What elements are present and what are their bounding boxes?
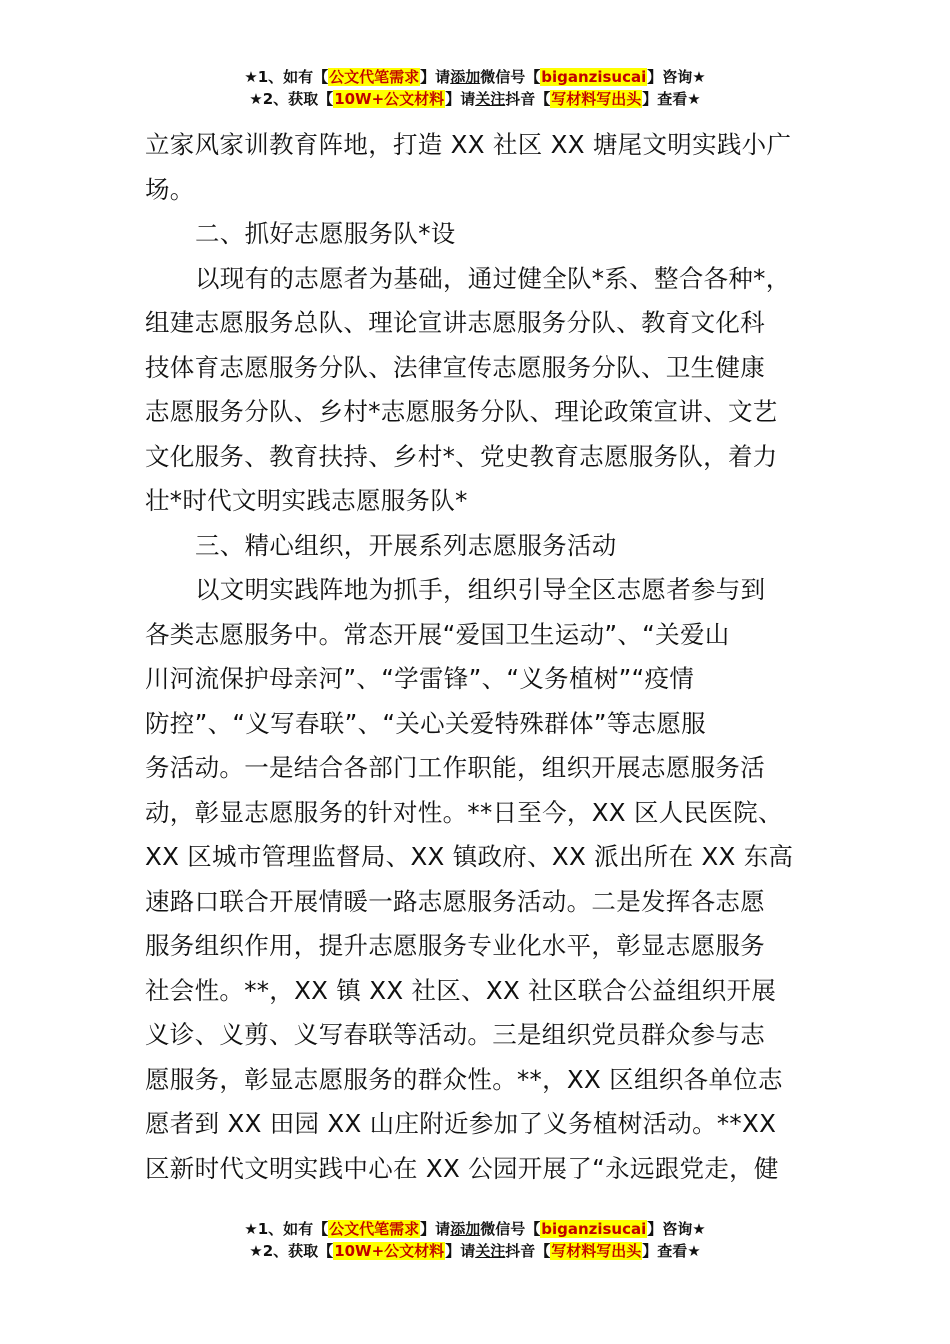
banner-text: 微信号【 xyxy=(480,68,541,86)
banner-highlight: 写材料写出头 xyxy=(551,90,642,108)
section-heading: 二、抓好志愿服务队*设 xyxy=(195,219,456,248)
body-line: 川河流保护母亲河”、“学雷锋”、“义务植树”“疫情 xyxy=(145,664,695,693)
banner-highlight: 10W+公文材料 xyxy=(334,1242,445,1260)
banner-text: 】请 xyxy=(445,90,476,108)
banner-text: 】请 xyxy=(420,1220,451,1238)
body-line: 社会性。**，XX 镇 XX 社区、XX 社区联合公益组织开展 xyxy=(145,975,777,1005)
banner-text: ★1、如有【 xyxy=(244,1220,329,1238)
document-body xyxy=(145,123,825,1191)
banner-line-1 xyxy=(0,66,950,88)
body-line: 以现有的志愿者为基础，通过健全队*系、整合各种*， xyxy=(195,263,791,293)
body-line: 以文明实践阵地为抓手，组织引导全区志愿者参与到 xyxy=(195,575,766,604)
banner-underlined: 添加 xyxy=(450,1220,481,1238)
banner-highlight: 公文代笔需求 xyxy=(329,68,420,86)
body-line: 文化服务、教育扶持、乡村*、党史教育志愿服务队，着力 xyxy=(145,441,778,471)
banner-highlight: biganzisucai xyxy=(541,68,647,86)
body-line: 志愿服务分队、乡村*志愿服务分队、理论政策宣讲、文艺 xyxy=(145,397,778,426)
body-line: 愿服务，彰显志愿服务的群众性。**，XX 区组织各单位志 xyxy=(145,1064,783,1094)
footer-banner xyxy=(0,1218,950,1262)
body-line: 义诊、义剪、义写春联等活动。三是组织党员群众参与志 xyxy=(145,1020,765,1049)
banner-text: 抖音【 xyxy=(505,1242,551,1260)
body-line: 防控”、“义写春联”、“关心关爱特殊群体”等志愿服 xyxy=(145,708,706,738)
banner-text: 微信号【 xyxy=(480,1220,541,1238)
banner-text: ★2、获取【 xyxy=(249,1242,334,1260)
body-line: 务活动。一是结合各部门工作职能，组织开展志愿服务活 xyxy=(145,753,765,782)
banner-underlined: 添加 xyxy=(450,68,481,86)
body-line: 壮*时代文明实践志愿服务队* xyxy=(145,486,468,515)
body-line: 各类志愿服务中。常态开展“爱国卫生运动”、“关爱山 xyxy=(145,619,730,649)
body-line: 组建志愿服务总队、理论宣讲志愿服务分队、教育文化科 xyxy=(145,308,765,337)
banner-line-2 xyxy=(0,88,950,110)
banner-text: 】查看★ xyxy=(642,90,701,108)
body-line: 场。 xyxy=(145,174,195,204)
banner-text: 】请 xyxy=(420,68,451,86)
banner-highlight: 公文代笔需求 xyxy=(329,1220,420,1238)
body-line: 立家风家训教育阵地，打造 XX 社区 XX 塘尾文明实践小广 xyxy=(145,130,792,159)
banner-text: 】咨询★ xyxy=(647,1220,706,1238)
body-line: XX 区城市管理监督局、XX 镇政府、XX 派出所在 XX 东高 xyxy=(145,842,794,871)
body-line: 愿者到 XX 田园 XX 山庄附近参加了义务植树活动。**XX xyxy=(145,1109,777,1138)
banner-highlight: biganzisucai xyxy=(541,1220,647,1238)
body-line: 速路口联合开展情暖一路志愿服务活动。二是发挥各志愿 xyxy=(145,886,765,916)
banner-text: 】查看★ xyxy=(642,1242,701,1260)
banner-underlined: 关注 xyxy=(475,90,506,108)
body-line: 区新时代文明实践中心在 XX 公园开展了“永远跟党走，健 xyxy=(145,1153,779,1183)
banner-highlight: 写材料写出头 xyxy=(551,1242,642,1260)
banner-text: 】请 xyxy=(445,1242,476,1260)
section-heading: 三、精心组织，开展系列志愿服务活动 xyxy=(195,530,617,560)
body-line: 动，彰显志愿服务的针对性。**日至今，XX 区人民医院、 xyxy=(145,797,783,827)
banner-text: 】咨询★ xyxy=(647,68,706,86)
banner-underlined: 关注 xyxy=(475,1242,506,1260)
banner-text: ★2、获取【 xyxy=(249,90,334,108)
banner-highlight: 10W+公文材料 xyxy=(334,90,445,108)
body-line: 技体育志愿服务分队、法律宣传志愿服务分队、卫生健康 xyxy=(145,352,765,382)
header-banner xyxy=(0,66,950,110)
banner-line-2 xyxy=(0,1240,950,1262)
body-line: 服务组织作用，提升志愿服务专业化水平，彰显志愿服务 xyxy=(145,931,765,960)
banner-line-1 xyxy=(0,1218,950,1240)
banner-text: ★1、如有【 xyxy=(244,68,329,86)
banner-text: 抖音【 xyxy=(505,90,551,108)
